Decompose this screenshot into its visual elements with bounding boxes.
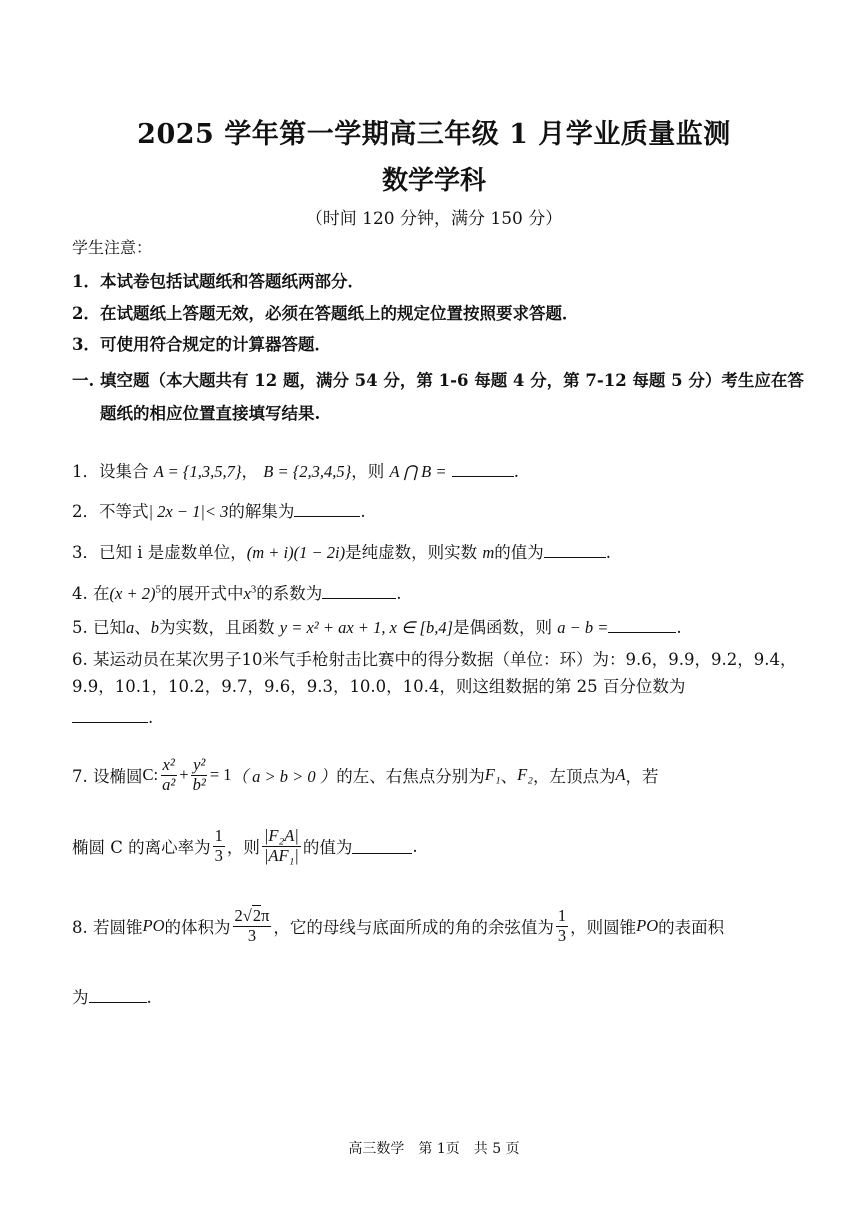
question-8-line-1: 8. 若圆锥 PO 的体积为 $\frac{2√2\pi}{3}$ ，它的母线与底面所成的角的余弦值为 $\frac{1}{3}$ ，则圆锥 PO 的表面积 [72, 906, 725, 945]
fraction: $\frac{1}{3}$ [557, 906, 567, 945]
question-7-line-1: 7. 设椭圆 C: $\frac{\text{x²}}{\text{a²}}$ + $\frac{\text{y²}}{\text{b²}}$ = 1 （ a > b > 0 ） 的左、右焦点分别为 F₁ 、 F₂ ，左顶点为 A ，若 [72, 755, 659, 794]
fraction: $\frac{\text{|F₂A|}}{\text{|AF₁|}}$ [263, 826, 299, 865]
answer-blank[interactable] [89, 1001, 147, 1003]
question-3: 3．已知 i 是虚数单位，(m + i)(1 − 2i)是纯虚数，则实数 m的值为 . [72, 543, 612, 562]
section-heading-cont: 题纸的相应位置直接填写结果. [100, 404, 321, 423]
notice-item: 2．在试题纸上答题无效，必须在答题纸上的规定位置按照要求答题． [72, 304, 579, 323]
answer-blank[interactable] [294, 515, 360, 517]
notice-item: 1．本试卷包括试题纸和答题纸两部分． [72, 272, 364, 291]
answer-blank[interactable] [72, 721, 148, 723]
exam-title: 2025 学年第一学期高三年级 1 月学业质量监测 [137, 119, 731, 150]
answer-blank[interactable] [322, 597, 396, 599]
question-6-line-2: 9.9，10.1，10.2，9.7，9.6，9.3，10.0，10.4，则这组数据的第 25 百分位数为 [72, 677, 686, 696]
exam-time-info: （时间 120 分钟，满分 150 分） [305, 209, 563, 229]
page-footer: 高三数学 第 1页 共 5 页 [348, 1141, 520, 1157]
notice-item: 3．可使用符合规定的计算器答题． [72, 335, 331, 354]
question-2: 2．不等式| 2x − 1|< 3的解集为 . [72, 502, 366, 521]
fraction: $\frac{\text{y²}}{\text{b²}}$ [192, 755, 206, 794]
answer-blank[interactable] [544, 556, 606, 558]
fraction: $\frac{2√2\pi}{3}$ [234, 906, 270, 945]
answer-blank[interactable] [352, 852, 412, 854]
answer-blank[interactable] [452, 475, 514, 477]
section-heading: 一. 填空题（本大题共有 12 题，满分 54 分，第 1-6 每题 4 分，第 7-12 每题 5 分）考生应在答 [72, 371, 804, 390]
notice-heading: 学生注意： [72, 238, 153, 257]
answer-blank[interactable] [608, 631, 676, 633]
question-1: 1．设集合 A = {1,3,5,7}， B = {2,3,4,5}，则 A ⋂ B = . [72, 462, 519, 481]
question-8-line-2: 为 . [72, 988, 152, 1007]
question-7-line-2: 椭圆 C 的离心率为 $\frac{1}{3}$ ，则 $\frac{\text{|F₂A|}}{\text{|AF₁|}}$ 的值为 . [72, 826, 418, 865]
exam-subject: 数学学科 [381, 166, 486, 196]
question-4: 4. 在$(x + 2)^5$的展开式中$x^3$的系数为 . [72, 583, 402, 603]
question-5: 5. 已知a、b为实数，且函数 y = x² + ax + 1, x ∈ [b,4]是偶函数，则 a − b = . [72, 618, 682, 637]
fraction: $\frac{1}{3}$ [214, 826, 223, 865]
fraction: $\frac{\text{x²}}{\text{a²}}$ [162, 755, 176, 794]
question-6-line-1: 6. 某运动员在某次男子10米气手枪射击比赛中的得分数据（单位：环）为：9.6，9.9，9.2，9.4， [72, 650, 797, 669]
question-6-line-3: . [72, 708, 153, 727]
